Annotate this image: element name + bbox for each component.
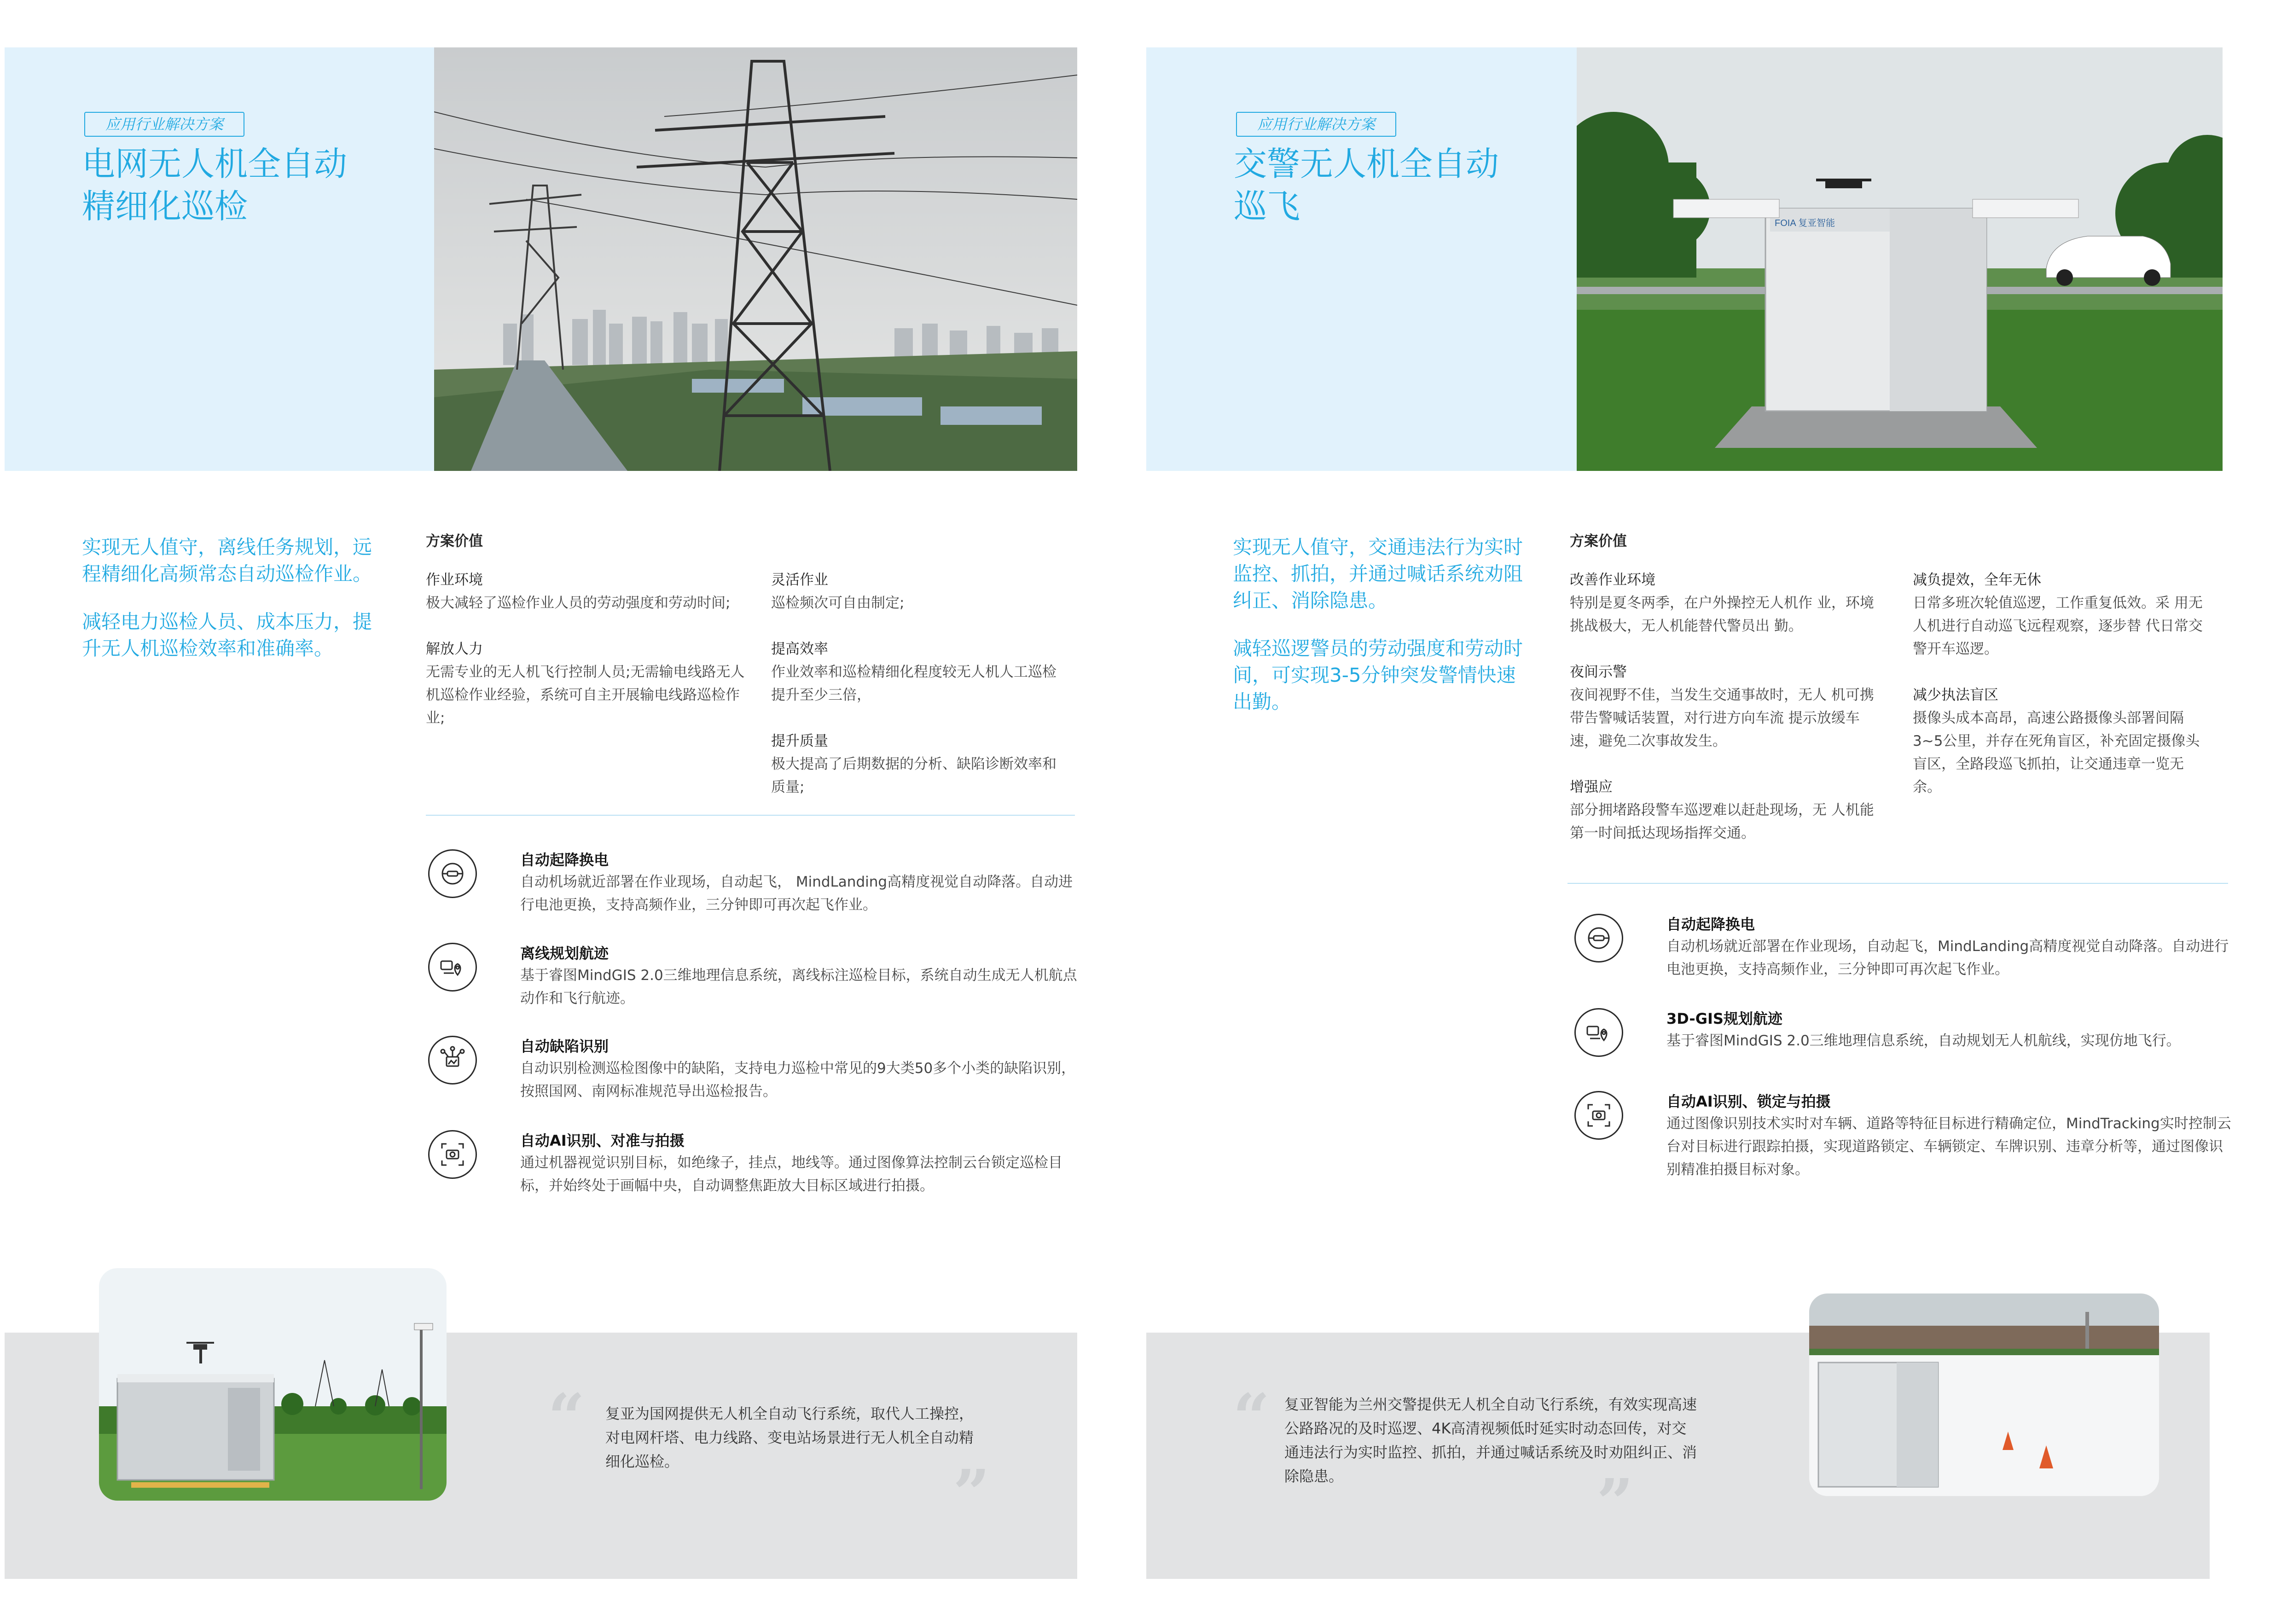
feature-text [1666, 1091, 2233, 1181]
value-desc: 夜间视野不佳，当发生交通事故时，无人 机可携带告警喊话装置，对行进方向车流 提示放缓车速，避免二次事故发生。 [1570, 687, 1874, 749]
title-line: 巡飞 [1234, 187, 1300, 226]
feature-desc: 通过机器视觉识别目标，如绝缘子，挂点，地线等。通过图像算法控制云台锁定巡检目标，并始终处于画幅中央，自动调整焦距放大目标区域进行拍摄。 [520, 1154, 1062, 1194]
snow-drone-station-photo [1809, 1293, 2159, 1496]
value-item [771, 638, 1066, 707]
intro-paragraph: 实现无人值守，交通违法行为实时监控、抓拍，并通过喊话系统劝阻纠正、消除隐患。 [1233, 536, 1523, 612]
value-heading: 灵活作业 [771, 572, 828, 588]
value-item [1570, 568, 1883, 638]
page-title [82, 143, 450, 227]
feature-title: 3D-GIS规划航迹 [1666, 1010, 1782, 1027]
feature-desc: 自动机场就近部署在作业现场，自动起飞， MindLanding高精度视觉自动降落。自动进行电池更换，支持高频作业，三分钟即可再次起飞作业。 [520, 874, 1073, 913]
value-item [1570, 661, 1883, 753]
quote-close-icon: ” [953, 1456, 990, 1531]
power-tower-photo [434, 47, 1077, 471]
value-column [426, 568, 748, 753]
value-column [1913, 568, 2212, 822]
feature-title: 自动起降换电 [520, 851, 609, 869]
traffic-drone-station-photo [1577, 47, 2223, 471]
value-desc: 巡检频次可自由制定; [771, 595, 905, 611]
quote-open-icon: “ [548, 1380, 585, 1456]
drone-icon [1574, 914, 1623, 963]
quote-close-icon: ” [1596, 1465, 1634, 1541]
title-line: 电网无人机全自动 [82, 145, 348, 183]
value-title: 方案价值 [426, 533, 483, 550]
title-line: 交警无人机全自动 [1234, 145, 1499, 183]
title-line: 精细化巡检 [82, 187, 248, 226]
feature-text [520, 943, 1086, 1010]
value-item [1913, 684, 2212, 799]
value-item [771, 568, 1066, 615]
value-desc: 摄像头成本高昂，高速公路摄像头部署间隔3~5公里，并存在死角盲区，补充固定摄像头盲区，全路段巡飞抓拍，让交通违章一览无余。 [1913, 710, 2200, 795]
divider [426, 815, 1075, 816]
intro-paragraph: 减轻巡逻警员的劳动强度和劳动时间，可实现3-5分钟突发警情快速出勤。 [1233, 637, 1523, 713]
feature-text [520, 849, 1086, 916]
feature-title: 自动缺陷识别 [520, 1038, 609, 1055]
feature-desc: 基于睿图MindGIS 2.0三维地理信息系统，离线标注巡检目标，系统自动生成无人机航点动作和飞行航迹。 [520, 967, 1077, 1007]
feature-title: 自动起降换电 [1666, 916, 1755, 933]
value-desc: 作业效率和巡检精细化程度较无人机人工巡检提升至少三倍， [771, 664, 1057, 703]
value-item [1913, 568, 2212, 661]
intro-text [82, 534, 377, 683]
value-item [1570, 776, 1883, 845]
value-heading: 解放人力 [426, 641, 483, 657]
value-heading: 提高效率 [771, 641, 828, 657]
section-tag: 应用行业解决方案 [1236, 112, 1396, 137]
value-heading: 提升质量 [771, 733, 828, 749]
feature-text [1666, 1008, 2233, 1052]
value-heading: 增强应 [1570, 779, 1613, 795]
left-page [0, 0, 1146, 1624]
feature-desc: 自动识别检测巡检图像中的缺陷，支持电力巡检中常见的9大类50多个小类的缺陷识别，按照国网、南网标准规范导出巡检报告。 [520, 1060, 1076, 1100]
feature-desc: 自动机场就近部署在作业现场，自动起飞，MindLanding高精度视觉自动降落。自动进行电池更换，支持高频作业，三分钟即可再次起飞作业。 [1666, 938, 2229, 978]
feature-title: 自动AI识别、对准与拍摄 [520, 1132, 685, 1149]
value-desc: 部分拥堵路段警车巡逻难以赶赴现场，无 人机能第一时间抵达现场指挥交通。 [1570, 802, 1874, 841]
quote-open-icon: “ [1233, 1380, 1270, 1456]
divider [1567, 883, 2228, 884]
feature-title: 自动AI识别、锁定与拍摄 [1666, 1093, 1831, 1110]
value-heading: 夜间示警 [1570, 664, 1627, 680]
value-column [771, 568, 1066, 822]
target-icon [428, 1130, 477, 1179]
value-heading: 改善作业环境 [1570, 572, 1655, 588]
route-icon [1574, 1008, 1623, 1057]
intro-text [1233, 534, 1527, 737]
feature-text [520, 1036, 1086, 1103]
value-heading: 减少执法盲区 [1913, 687, 1998, 703]
right-page [1146, 0, 2293, 1624]
route-icon [428, 943, 477, 992]
value-heading: 减负提效，全年无休 [1913, 572, 2041, 588]
testimonial-quote: 复亚为国网提供无人机全自动飞行系统，取代人工操控，对电网杆塔、电力线路、变电站场景进行无人机全自动精细化巡检。 [605, 1405, 974, 1470]
value-title: 方案价值 [1570, 533, 1627, 550]
value-item [426, 638, 748, 730]
value-desc: 日常多班次轮值巡逻，工作重复低效。采 用无人机进行自动巡飞远程观察，逐步替 代日常交警开车巡逻。 [1913, 595, 2203, 657]
feature-text [520, 1130, 1086, 1197]
value-column [1570, 568, 1883, 868]
defect-icon [428, 1036, 477, 1085]
cabinet-brand: FOIA 复亚智能 [1775, 218, 1835, 228]
value-item [771, 730, 1066, 799]
intro-paragraph: 实现无人值守，离线任务规划，远程精细化高频常态自动巡检作业。 [82, 536, 372, 585]
target-icon [1574, 1091, 1623, 1140]
drone-station-field-photo [99, 1268, 447, 1501]
intro-paragraph: 减轻电力巡检人员、成本压力，提升无人机巡检效率和准确率。 [82, 610, 372, 660]
value-desc: 极大减轻了巡检作业人员的劳动强度和劳动时间; [426, 595, 731, 611]
value-heading: 作业环境 [426, 572, 483, 588]
feature-desc: 基于睿图MindGIS 2.0三维地理信息系统，自动规划无人机航线，实现仿地飞行。 [1666, 1032, 2181, 1049]
value-desc: 极大提高了后期数据的分析、缺陷诊断效率和质量; [771, 756, 1057, 795]
section-tag: 应用行业解决方案 [84, 112, 244, 137]
value-desc: 特别是夏冬两季，在户外操控无人机作 业，环境挑战极大，无人机能替代警员出 勤。 [1570, 595, 1874, 634]
feature-text [1666, 914, 2233, 981]
feature-title: 离线规划航迹 [520, 945, 609, 962]
feature-desc: 通过图像识别技术实时对车辆、道路等特征目标进行精确定位，MindTracking实时控制云台对目标进行跟踪拍摄，实现道路锁定、车辆锁定、车牌识别、违章分析等，通过图像识别精准拍摄目标对象。 [1666, 1115, 2231, 1178]
value-desc: 无需专业的无人机飞行控制人员;无需输电线路无人机巡检作业经验，系统可自主开展输电线路巡检作业; [426, 664, 745, 726]
value-item [426, 568, 748, 615]
page-title [1234, 143, 1602, 227]
drone-icon [428, 849, 477, 898]
testimonial-quote: 复亚智能为兰州交警提供无人机全自动飞行系统，有效实现高速公路路况的及时巡逻、4K高清视频低时延实时动态回传，对交通违法行为实时监控、抓拍，并通过喊话系统及时劝阻纠正、消除隐患。 [1284, 1396, 1697, 1485]
